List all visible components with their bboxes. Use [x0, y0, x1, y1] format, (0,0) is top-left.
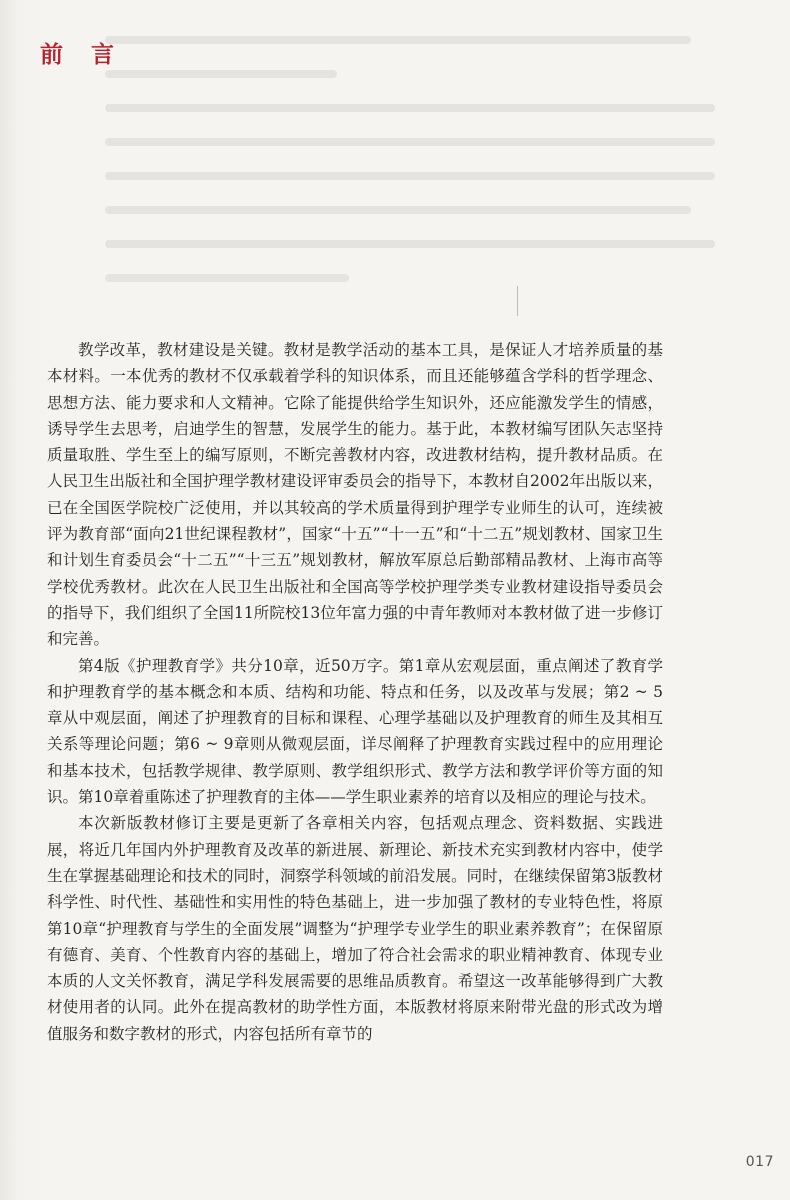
page-number: 017 [745, 1154, 774, 1170]
body-text [47, 337, 663, 1047]
paragraph-2: 第4版《护理教育学》共分10章，近50万字。第1章从宏观层面，重点阐述了教育学和护理教育学的基本概念和本质、结构和功能、特点和任务，以及改革与发展；第2 ~ 5章从中观层面，阐述了护理教育的目标和课程、心理学基础以及护理教育的师生及其相互关系等理论问题；第6 ~ 9章则从微观层面，详尽阐释了护理教育实践过程中的应用理论和基本技术，包括教学规律、教学原则、教学组织形式、教学方法和教学评价等方面的知识。第10章着重陈述了护理教育的主体——学生职业素养的培育以及相应的理论与技术。 [47, 656, 663, 807]
bleed-through-mark [517, 286, 518, 316]
paragraph-3: 本次新版教材修订主要是更新了各章相关内容，包括观点理念、资料数据、实践进展，将近几年国内外护理教育及改革的新进展、新理论、新技术充实到教材内容中，使学生在掌握基础理论和技术的同时，洞察学科领域的前沿发展。同时，在继续保留第3版教材科学性、时代性、基础性和实用性的特色基础上，进一步加强了教材的专业特色性，将原第10章“护理教育与学生的全面发展”调整为“护理学专业学生的职业素养教育”；在保留原有德育、美育、个性教育内容的基础上，增加了符合社会需求的职业精神教育、体现专业本质的人文关怀教育，满足学科发展需要的思维品质教育。希望这一改革能够得到广大教材使用者的认同。此外在提高教材的助学性方面，本版教材将原来附带光盘的形式改为增值服务和数字教材的形式，内容包括所有章节的 [47, 814, 663, 1043]
paragraph-1: 教学改革，教材建设是关键。教材是教学活动的基本工具，是保证人才培养质量的基本材料。一本优秀的教材不仅承载着学科的知识体系，而且还能够蕴含学科的哲学理念、思想方法、能力要求和人文精神。它除了能提供给学生知识外，还应能激发学生的情感，诱导学生去思考，启迪学生的智慧，发展学生的能力。基于此，本教材编写团队矢志坚持质量取胜、学生至上的编写原则，不断完善教材内容，改进教材结构，提升教材品质。在人民卫生出版社和全国护理学教材建设评审委员会的指导下，本教材自2002年出版以来，已在全国医学院校广泛使用，并以其较高的学术质量得到护理学专业师生的认可，连续被评为教育部“面向21世纪课程教材”，国家“十五”“十一五”和“十二五”规划教材、国家卫生和计划生育委员会“十二五”“十三五”规划教材，解放军原总后勤部精品教材、上海市高等学校优秀教材。此次在人民卫生出版社和全国高等学校护理学类专业教材建设指导委员会的指导下，我们组织了全国11所院校13位年富力强的中青年教师对本教材做了进一步修订和完善。 [47, 341, 663, 649]
bleed-through-text [105, 36, 715, 286]
page-heading: 前 言 [40, 41, 125, 68]
